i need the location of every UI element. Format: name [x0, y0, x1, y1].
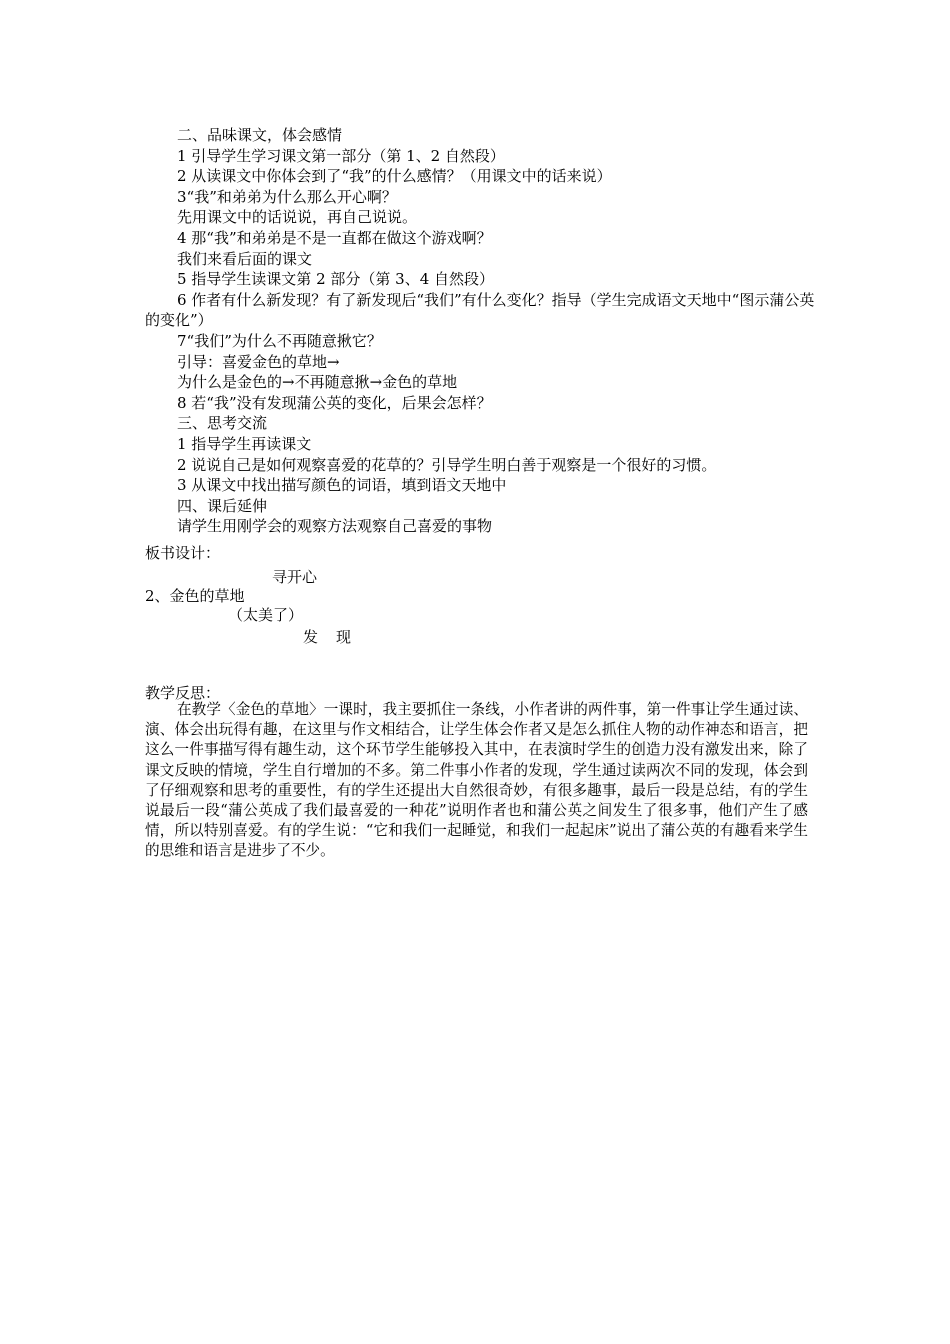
- step-paragraph-6: 6 作者有什么新发现？有了新发现后“我们”有什么变化？指导（学生完成语文天地中“图示蒲公英的变化”）: [145, 290, 815, 330]
- step-line: 引导：喜爱金色的草地→: [177, 352, 340, 371]
- step-line: 7“我们”为什么不再随意揪它？: [177, 331, 382, 350]
- step-line: 我们来看后面的课文: [177, 249, 313, 268]
- step-line: 3“我”和弟弟为什么那么开心啊？: [177, 187, 397, 206]
- step-line: 3 从课文中找出描写颜色的词语，填到语文天地中: [177, 476, 507, 495]
- board-design-title: 板书设计：: [145, 544, 221, 562]
- lesson-steps: [145, 125, 815, 537]
- step-line: 8 若“我”没有发现蒲公英的变化，后果会怎样？: [177, 393, 492, 412]
- reflection-title: 教学反思：: [145, 684, 221, 702]
- heading-3: 三、思考交流: [177, 414, 268, 433]
- board-line-3: （太美了）: [228, 606, 304, 624]
- board-line-2: 2、金色的草地: [145, 587, 245, 605]
- step-line: 1 引导学生学习课文第一部分（第 1、2 自然段）: [177, 146, 505, 165]
- reflection-body: 在教学〈金色的草地〉一课时，我主要抓住一条线，小作者讲的两件事，第一件事让学生通过读、演、体会出玩得有趣，在这里与作文相结合，让学生体会作者又是怎么抓住人物的动作神态和语言，把这么一件事描写得有趣生动，这个环节学生能够投入其中，在表演时学生的创造力没有激发出来，除了课文反映的情境，学生自行增加的不多。第二件事小作者的发现，学生通过读两次不同的发现，体会到了仔细观察和思考的重要性，有的学生还提出大自然很奇妙，有很多趣事，最后一段是总结，有的学生说最后一段“蒲公英成了我们最喜爱的一种花”说明作者也和蒲公英之间发生了很多事，他们产生了感情，所以特别喜爱。有的学生说：“它和我们一起睡觉，和我们一起起床”说出了蒲公英的有趣看来学生的思维和语言是进步了不少。: [145, 701, 808, 860]
- step-line: 4 那“我”和弟弟是不是一直都在做这个游戏啊？: [177, 228, 492, 247]
- step-line: 先用课文中的话说说，再自己说说。: [177, 208, 418, 227]
- step-line: 2 从读课文中你体会到了“我”的什么感情？（用课文中的话来说）: [177, 167, 612, 186]
- step-line: 5 指导学生读课文第 2 部分（第 3、4 自然段）: [177, 270, 495, 289]
- board-line-1: 寻开心: [272, 568, 318, 586]
- step-line: 2 说说自己是如何观察喜爱的花草的？引导学生明白善于观察是一个很好的习惯。: [177, 455, 717, 474]
- board-line-4: 发现: [303, 628, 370, 646]
- heading-2: 二、品味课文，体会感情: [177, 126, 343, 144]
- step-line: 请学生用刚学会的观察方法观察自己喜爱的事物: [177, 517, 493, 536]
- step-line: 为什么是金色的→不再随意揪→金色的草地: [177, 373, 458, 392]
- heading-4: 四、课后延伸: [177, 496, 268, 515]
- step-line: 1 指导学生再读课文: [177, 434, 312, 453]
